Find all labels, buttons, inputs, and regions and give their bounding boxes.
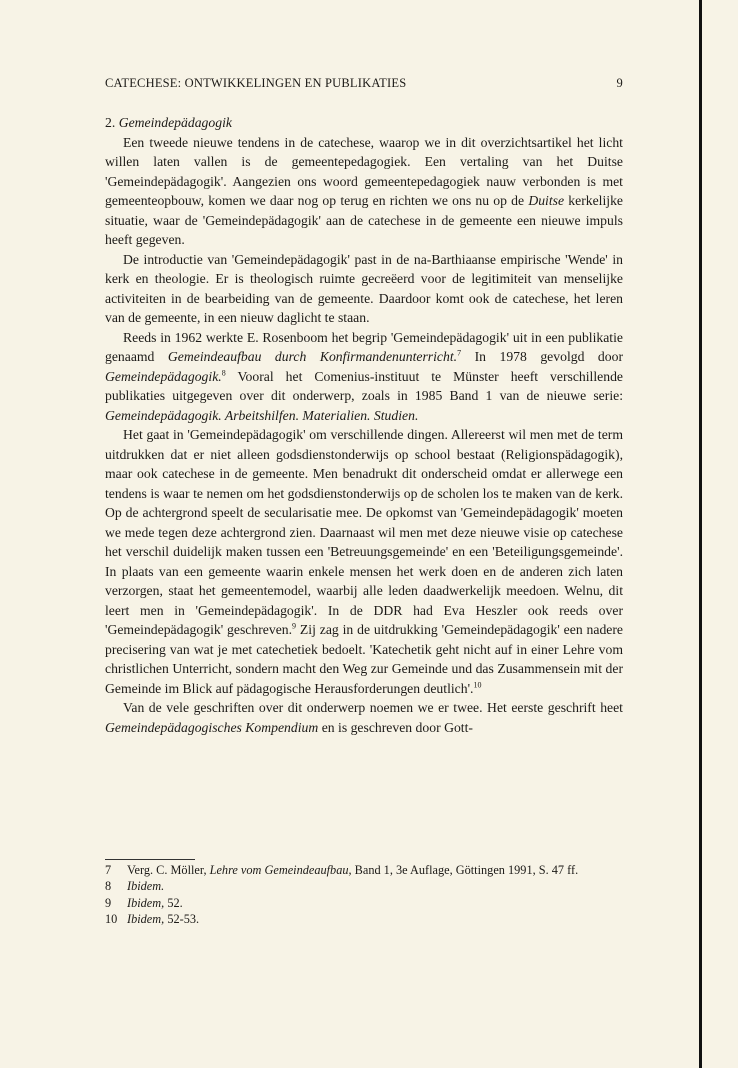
footnote-italic: Ibidem. — [127, 879, 165, 894]
footnote-number: 8 — [105, 879, 112, 894]
paragraph-1-text: Een tweede nieuwe tendens in de catechese, waarop we in dit overzichtsartikel het licht willen laten vallen is de gemeentepedagogiek. Een vertaling van het Duitse 'Gemeindepädagogik'. Aangezien ons woord gemeentepedagogiek nauw verbonden is met gemeenteopbouw, komen we daar nog op terug en richten we ons nu op de — [105, 134, 623, 208]
paragraph-4-text-a: Het gaat in 'Gemeindepädagogik' om verschillende dingen. Allereerst wil men met de term uitdrukken dat er niet alleen godsdienstonderwijs op school bestaat (Religionspädagogik), maar ook catechese in de gemeente. Men benadrukt dit onderscheid omdat er allerwege een tendens is waar te nemen om het godsdienstonderwijs op de scholen los te maken van de kerk. Op de achtergrond speelt de secularisatie mee. De opkomst van 'Gemeindepädagogik' moeten we mede tegen deze achtergrond zien. Daarnaast wil men met deze nieuwe visie op catechese het verschil duidelijk maken tussen een 'Betreuungsgemeinde' en een 'Beteiligungsgemeinde'. In plaats van een gemeente waarin enkele mensen het werk doen en de anderen zich laten verzorgen, staat het gemeentemodel, waarbij alle leden daadwerkelijk meedoen. Welnu, dit leert men in 'Gemeindepädagogik'. In de DDR had Eva Heszler ook reeds over 'Gemeindepädagogik' geschreven. — [105, 427, 623, 637]
paragraph-2: De introductie van 'Gemeindepädagogik' past in de na-Barthiaanse empirische 'Wende' in kerk en theologie. Er is theologisch ruimte gecreëerd voor de legitimiteit van menselijke activiteiten in de bearbeiding van de gemeente. Daardoor komt ook de catechese, het leren van de gemeente, in een nieuw daglicht te staan. — [105, 251, 623, 325]
paragraph-4-text-b: Zij zag in de uitdrukking 'Gemeindepädagogik' een nadere precisering van wat je met catechetiek bedoelt. 'Katechetik geht nicht auf in einer Lehre vom christlichen Unterricht, sondern macht den Weg zur Gemeinde und das Zusammensein mit der Gemeinde im Blick auf pädagogische Herausforderungen deutlich'. — [105, 622, 624, 696]
footnote-italic: Lehre vom Gemeindeaufbau, — [209, 863, 352, 877]
footnote-text — [127, 911, 623, 927]
footnote-italic: Ibidem, — [127, 895, 165, 910]
book-title-kompendium: Gemeindepädagogisches Kompendium — [105, 719, 319, 735]
paragraph-5 — [105, 698, 623, 737]
paragraph-3-text-a: Reeds in 1962 werkte E. Rosenboom het begrip 'Gemeindepädagogik' uit in een publikatie genaamd — [105, 329, 623, 364]
emphasis-duitse: Duitse — [528, 193, 565, 208]
page-edge-line — [699, 0, 702, 1068]
footnote-ref-8[interactable]: 8 — [221, 367, 226, 377]
paragraph-1 — [105, 133, 623, 250]
running-head — [105, 76, 623, 91]
page-number: 9 — [616, 76, 623, 90]
paragraph-4 — [105, 425, 623, 698]
footnote-ref-10[interactable]: 10 — [473, 679, 482, 689]
footnote — [105, 911, 623, 927]
footnote-text — [127, 862, 623, 878]
paragraph-5-text-a: Van de vele geschriften over dit onderwerp noemen we er twee. Het eerste geschrift heet — [123, 700, 623, 715]
series-title: Gemeindepädagogik. Arbeitshilfen. Materialien. Studien. — [105, 407, 419, 423]
footnote — [105, 862, 623, 878]
section-number: 2. — [105, 115, 116, 130]
book-title-rosenboom: Gemeindeaufbau durch Konfirmandenunterricht. — [167, 349, 458, 364]
footnote-post: 52. — [167, 895, 183, 910]
footnote-post: Band 1, 3e Auflage, Göttingen 1991, S. 47 ff. — [354, 863, 579, 877]
body-text — [105, 113, 623, 737]
paragraph-3 — [105, 328, 623, 426]
footnote-italic: Ibidem, — [127, 911, 165, 926]
footnote — [105, 895, 623, 911]
footnote-rule — [105, 859, 195, 860]
paragraph-1-end: kerkelijke situatie, waar de 'Gemeindepädagogik' aan de catechese in de gemeente een nieuwe impuls heeft gegeven. — [105, 193, 624, 247]
footnote-ref-7[interactable]: 7 — [457, 348, 462, 358]
book-title-gemeindepaedagogik: Gemeindepädagogik. — [105, 368, 222, 384]
footnote-number: 9 — [105, 895, 112, 910]
footnote — [105, 878, 623, 894]
footnote-number: 7 — [105, 863, 112, 877]
footnote-number: 10 — [105, 911, 118, 926]
footnote-pre: Verg. C. Möller, — [127, 863, 207, 877]
paragraph-3-text-c: Vooral het Comenius-instituut te Münster heeft verschillende publikaties uitgegeven over dit onderwerp, zoals in 1985 Band 1 van de nieuwe serie: — [105, 368, 623, 403]
section-heading — [105, 113, 623, 133]
running-head-title: CATECHESE: ONTWIKKELINGEN EN PUBLIKATIES — [105, 76, 407, 90]
footnote-post: 52-53. — [167, 911, 200, 926]
footnotes — [105, 862, 623, 927]
footnote-ref-9[interactable]: 9 — [292, 621, 297, 631]
paragraph-5-text-b: en is geschreven door Gott- — [321, 719, 473, 735]
footnote-text — [127, 895, 623, 911]
footnote-text — [127, 878, 623, 894]
section-title: Gemeindepädagogik — [118, 115, 232, 130]
paragraph-3-text-b: In 1978 gevolgd door — [474, 349, 624, 364]
